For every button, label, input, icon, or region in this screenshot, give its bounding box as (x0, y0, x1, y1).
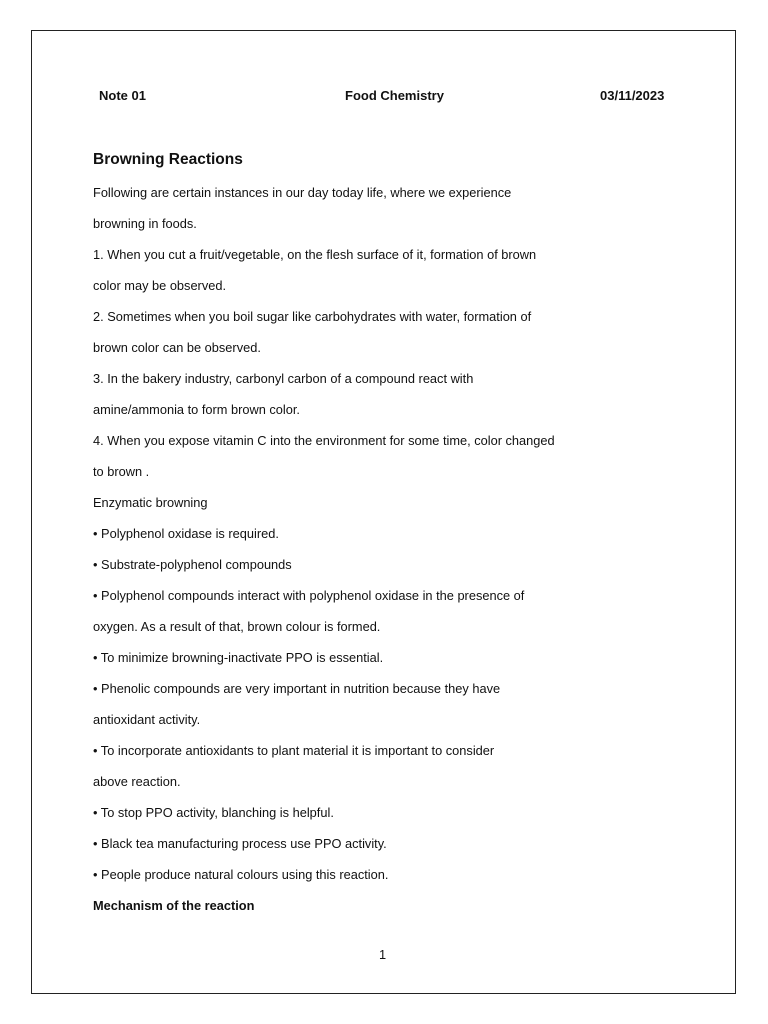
bullet-item: • People produce natural colours using this reaction. (93, 867, 389, 882)
note-date: 03/11/2023 (600, 88, 665, 103)
text-line: Following are certain instances in our day today life, where we experience (93, 185, 512, 200)
bullet-item: • Substrate-polyphenol compounds (93, 557, 292, 572)
bullet-item: • To stop PPO activity, blanching is helpful. (93, 805, 334, 820)
text-line: to brown . (93, 464, 150, 479)
bullet-item: • To incorporate antioxidants to plant material it is important to consider (93, 743, 495, 758)
text-line: 4. When you expose vitamin C into the environment for some time, color changed (93, 433, 555, 448)
page-title: Browning Reactions (93, 151, 243, 168)
text-line: color may be observed. (93, 278, 227, 293)
text-line: 2. Sometimes when you boil sugar like carbohydrates with water, formation of (93, 309, 532, 324)
bullet-continuation: antioxidant activity. (93, 712, 201, 727)
bullet-continuation: above reaction. (93, 774, 181, 789)
page-number: 1 (379, 947, 387, 962)
bullet-item: • Black tea manufacturing process use PPO activity. (93, 836, 387, 851)
note-number: Note 01 (99, 88, 146, 103)
bullet-continuation: oxygen. As a result of that, brown colour is formed. (93, 619, 381, 634)
subheading-enzymatic-browning: Enzymatic browning (93, 495, 208, 510)
subject-title: Food Chemistry (345, 88, 444, 103)
body-text (93, 184, 613, 928)
bullet-item: • Polyphenol compounds interact with polyphenol oxidase in the presence of (93, 588, 525, 603)
text-line: amine/ammonia to form brown color. (93, 402, 300, 417)
bullet-item: • Polyphenol oxidase is required. (93, 526, 279, 541)
section-heading: Mechanism of the reaction (93, 898, 255, 913)
bullet-item: • To minimize browning-inactivate PPO is essential. (93, 650, 384, 665)
text-line: 3. In the bakery industry, carbonyl carbon of a compound react with (93, 371, 474, 386)
text-line: 1. When you cut a fruit/vegetable, on the flesh surface of it, formation of brown (93, 247, 537, 262)
text-line: brown color can be observed. (93, 340, 261, 355)
bullet-item: • Phenolic compounds are very important in nutrition because they have (93, 681, 501, 696)
text-line: browning in foods. (93, 216, 197, 231)
